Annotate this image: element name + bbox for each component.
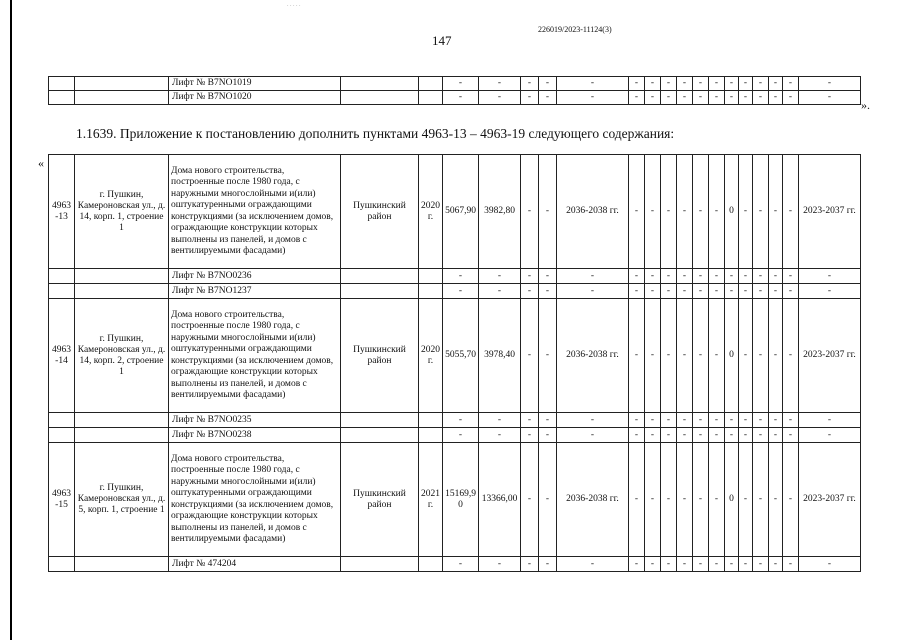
dash-cell: - bbox=[753, 155, 769, 269]
dash-cell: - bbox=[443, 284, 479, 299]
empty-cell bbox=[341, 91, 419, 105]
dash-cell: - bbox=[557, 91, 629, 105]
build-year: 2021 г. bbox=[419, 443, 443, 557]
dash-cell: - bbox=[645, 77, 661, 91]
dash-cell: - bbox=[725, 91, 739, 105]
dash-cell: - bbox=[799, 269, 861, 284]
dash-cell: - bbox=[521, 413, 539, 428]
clause-text: 1.1639. Приложение к постановлению дополнить пунктами 4963-13 – 4963-19 следующего содержания: bbox=[76, 126, 675, 141]
dash-cell: - bbox=[645, 91, 661, 105]
dash-cell: - bbox=[769, 91, 783, 105]
dash-cell: - bbox=[661, 91, 677, 105]
dash-cell: - bbox=[693, 413, 709, 428]
dash-cell: - bbox=[479, 77, 521, 91]
dash-cell: - bbox=[753, 77, 769, 91]
building-description: Дома нового строительства, построенные после 1980 года, с наружными многослойными и(или) оштукатуренными ограждающими конструкциями (за исключением домов, ограждающие конструкции которых выполнены из панелей, и домов с вентилируемыми фасадами) bbox=[169, 299, 341, 413]
dash-cell: - bbox=[753, 443, 769, 557]
dash-cell: - bbox=[709, 91, 725, 105]
empty-cell bbox=[49, 77, 75, 91]
dash-cell: - bbox=[799, 77, 861, 91]
repair-period: 2036-2038 гг. bbox=[557, 155, 629, 269]
dash-cell: - bbox=[521, 428, 539, 443]
dash-cell: - bbox=[661, 443, 677, 557]
dash-cell: - bbox=[539, 443, 557, 557]
dash-cell: - bbox=[799, 557, 861, 572]
dash-cell: - bbox=[709, 443, 725, 557]
dash-cell: - bbox=[739, 557, 753, 572]
continued-table bbox=[48, 76, 861, 105]
building-description: Дома нового строительства, построенные после 1980 года, с наружными многослойными и(или) оштукатуренными ограждающими конструкциями (за исключением домов, ограждающие конструкции которых выполнены из панелей, и домов с вентилируемыми фасадами) bbox=[169, 443, 341, 557]
zero-value: 0 bbox=[725, 443, 739, 557]
dash-cell: - bbox=[645, 155, 661, 269]
dash-cell: - bbox=[725, 284, 739, 299]
dash-cell: - bbox=[709, 77, 725, 91]
dash-cell: - bbox=[479, 557, 521, 572]
zero-value: 0 bbox=[725, 299, 739, 413]
dash-cell: - bbox=[629, 428, 645, 443]
building-address: г. Пушкин, Камероновская ул., д. 5, корп. 1, строение 1 bbox=[75, 443, 169, 557]
total-area: 5067,90 bbox=[443, 155, 479, 269]
empty-cell bbox=[419, 428, 443, 443]
dash-cell: - bbox=[739, 428, 753, 443]
dash-cell: - bbox=[677, 77, 693, 91]
dash-cell: - bbox=[799, 91, 861, 105]
dash-cell: - bbox=[479, 284, 521, 299]
dash-cell: - bbox=[629, 284, 645, 299]
empty-cell bbox=[49, 91, 75, 105]
empty-cell bbox=[49, 557, 75, 572]
empty-cell bbox=[341, 428, 419, 443]
dash-cell: - bbox=[677, 91, 693, 105]
dash-cell: - bbox=[677, 299, 693, 413]
dash-cell: - bbox=[783, 557, 799, 572]
dash-cell: - bbox=[725, 269, 739, 284]
district: Пушкинский район bbox=[341, 299, 419, 413]
empty-cell bbox=[75, 413, 169, 428]
lift-row bbox=[49, 91, 861, 105]
dash-cell: - bbox=[739, 443, 753, 557]
dash-cell: - bbox=[783, 299, 799, 413]
dash-cell: - bbox=[443, 557, 479, 572]
empty-cell bbox=[49, 269, 75, 284]
dash-cell: - bbox=[709, 557, 725, 572]
dash-cell: - bbox=[769, 77, 783, 91]
dash-cell: - bbox=[739, 299, 753, 413]
empty-cell bbox=[341, 269, 419, 284]
dash-cell: - bbox=[753, 428, 769, 443]
dash-cell: - bbox=[769, 428, 783, 443]
dash-cell: - bbox=[783, 155, 799, 269]
dash-cell: - bbox=[693, 443, 709, 557]
dash-cell: - bbox=[645, 413, 661, 428]
empty-cell bbox=[419, 413, 443, 428]
dash-cell: - bbox=[783, 413, 799, 428]
empty-cell bbox=[49, 413, 75, 428]
dash-cell: - bbox=[539, 413, 557, 428]
repair-period: 2036-2038 гг. bbox=[557, 443, 629, 557]
dash-cell: - bbox=[629, 443, 645, 557]
lift-name: Лифт № В7NO1237 bbox=[169, 284, 341, 299]
lift-name: Лифт № В7NO0238 bbox=[169, 428, 341, 443]
binder-edge-line bbox=[10, 0, 12, 640]
item-number: 4963 -15 bbox=[49, 443, 75, 557]
empty-cell bbox=[75, 77, 169, 91]
empty-cell bbox=[75, 269, 169, 284]
dash-cell: - bbox=[725, 428, 739, 443]
dash-cell: - bbox=[539, 155, 557, 269]
closing-quote: ». bbox=[861, 98, 870, 112]
dash-cell: - bbox=[709, 428, 725, 443]
living-area: 3982,80 bbox=[479, 155, 521, 269]
dash-cell: - bbox=[661, 155, 677, 269]
dash-cell: - bbox=[693, 269, 709, 284]
dash-cell: - bbox=[709, 269, 725, 284]
dash-cell: - bbox=[709, 155, 725, 269]
dash-cell: - bbox=[557, 269, 629, 284]
dash-cell: - bbox=[521, 269, 539, 284]
dash-cell: - bbox=[539, 557, 557, 572]
dash-cell: - bbox=[645, 284, 661, 299]
page-number: 147 bbox=[432, 33, 452, 48]
dash-cell: - bbox=[799, 428, 861, 443]
dash-cell: - bbox=[479, 91, 521, 105]
dash-cell: - bbox=[479, 269, 521, 284]
dash-cell: - bbox=[539, 284, 557, 299]
dash-cell: - bbox=[661, 428, 677, 443]
lift-name: Лифт № В7NO1019 bbox=[169, 77, 341, 91]
district: Пушкинский район bbox=[341, 443, 419, 557]
dash-cell: - bbox=[443, 413, 479, 428]
dash-cell: - bbox=[661, 284, 677, 299]
dash-cell: - bbox=[645, 299, 661, 413]
lift-row bbox=[49, 269, 861, 284]
dash-cell: - bbox=[557, 413, 629, 428]
dash-cell: - bbox=[443, 91, 479, 105]
dash-cell: - bbox=[753, 91, 769, 105]
dash-cell: - bbox=[725, 77, 739, 91]
dash-cell: - bbox=[645, 269, 661, 284]
living-area: 3978,40 bbox=[479, 299, 521, 413]
dash-cell: - bbox=[661, 557, 677, 572]
empty-cell bbox=[49, 284, 75, 299]
empty-cell bbox=[341, 557, 419, 572]
dash-cell: - bbox=[629, 77, 645, 91]
building-address: г. Пушкин, Камероновская ул., д. 14, корп. 2, строение 1 bbox=[75, 299, 169, 413]
dash-cell: - bbox=[677, 284, 693, 299]
build-year: 2020 г. bbox=[419, 299, 443, 413]
dash-cell: - bbox=[539, 77, 557, 91]
document-reference: 226019/2023-11124(3) bbox=[538, 25, 612, 34]
dash-cell: - bbox=[693, 428, 709, 443]
dash-cell: - bbox=[693, 557, 709, 572]
dash-cell: - bbox=[709, 299, 725, 413]
building-address: г. Пушкин, Камероновская ул., д. 14, корп. 1, строение 1 bbox=[75, 155, 169, 269]
dash-cell: - bbox=[677, 413, 693, 428]
empty-cell bbox=[419, 557, 443, 572]
building-row bbox=[49, 299, 861, 413]
building-description: Дома нового строительства, построенные после 1980 года, с наружными многослойными и(или) оштукатуренными ограждающими конструкциями (за исключением домов, ограждающие конструкции которых выполнены из панелей, и домов с вентилируемыми фасадами) bbox=[169, 155, 341, 269]
dash-cell: - bbox=[557, 557, 629, 572]
dash-cell: - bbox=[521, 284, 539, 299]
term: 2023-2037 гг. bbox=[799, 443, 861, 557]
dash-cell: - bbox=[629, 155, 645, 269]
dash-cell: - bbox=[799, 413, 861, 428]
dash-cell: - bbox=[629, 557, 645, 572]
dash-cell: - bbox=[443, 428, 479, 443]
dash-cell: - bbox=[739, 413, 753, 428]
dash-cell: - bbox=[739, 91, 753, 105]
dash-cell: - bbox=[443, 269, 479, 284]
empty-cell bbox=[341, 77, 419, 91]
lift-name: Лифт № В7NO0236 bbox=[169, 269, 341, 284]
building-row bbox=[49, 443, 861, 557]
dash-cell: - bbox=[725, 413, 739, 428]
empty-cell bbox=[75, 284, 169, 299]
dash-cell: - bbox=[443, 77, 479, 91]
dash-cell: - bbox=[783, 269, 799, 284]
empty-cell bbox=[75, 428, 169, 443]
dash-cell: - bbox=[693, 155, 709, 269]
dash-cell: - bbox=[479, 428, 521, 443]
opening-quote: « bbox=[38, 156, 44, 170]
dash-cell: - bbox=[521, 91, 539, 105]
lift-name: Лифт № 474204 bbox=[169, 557, 341, 572]
total-area: 15169,9 0 bbox=[443, 443, 479, 557]
dash-cell: - bbox=[783, 91, 799, 105]
dash-cell: - bbox=[725, 557, 739, 572]
scan-artifact: . . . . . bbox=[287, 2, 301, 8]
dash-cell: - bbox=[645, 557, 661, 572]
dash-cell: - bbox=[739, 155, 753, 269]
lift-row bbox=[49, 284, 861, 299]
dash-cell: - bbox=[629, 91, 645, 105]
dash-cell: - bbox=[783, 284, 799, 299]
dash-cell: - bbox=[661, 269, 677, 284]
dash-cell: - bbox=[769, 557, 783, 572]
dash-cell: - bbox=[539, 428, 557, 443]
dash-cell: - bbox=[661, 413, 677, 428]
dash-cell: - bbox=[661, 299, 677, 413]
dash-cell: - bbox=[783, 428, 799, 443]
dash-cell: - bbox=[539, 269, 557, 284]
dash-cell: - bbox=[753, 284, 769, 299]
dash-cell: - bbox=[739, 77, 753, 91]
lift-row bbox=[49, 413, 861, 428]
dash-cell: - bbox=[677, 269, 693, 284]
empty-cell bbox=[419, 77, 443, 91]
dash-cell: - bbox=[521, 155, 539, 269]
dash-cell: - bbox=[677, 557, 693, 572]
dash-cell: - bbox=[769, 155, 783, 269]
dash-cell: - bbox=[645, 428, 661, 443]
zero-value: 0 bbox=[725, 155, 739, 269]
dash-cell: - bbox=[753, 269, 769, 284]
dash-cell: - bbox=[753, 557, 769, 572]
lift-name: Лифт № В7NO0235 bbox=[169, 413, 341, 428]
term: 2023-2037 гг. bbox=[799, 155, 861, 269]
dash-cell: - bbox=[557, 77, 629, 91]
dash-cell: - bbox=[769, 443, 783, 557]
dash-cell: - bbox=[709, 284, 725, 299]
lift-row bbox=[49, 428, 861, 443]
dash-cell: - bbox=[521, 557, 539, 572]
dash-cell: - bbox=[693, 77, 709, 91]
dash-cell: - bbox=[739, 284, 753, 299]
repair-period: 2036-2038 гг. bbox=[557, 299, 629, 413]
dash-cell: - bbox=[677, 443, 693, 557]
dash-cell: - bbox=[709, 413, 725, 428]
empty-cell bbox=[419, 284, 443, 299]
total-area: 5055,70 bbox=[443, 299, 479, 413]
empty-cell bbox=[75, 557, 169, 572]
dash-cell: - bbox=[677, 155, 693, 269]
empty-cell bbox=[341, 413, 419, 428]
dash-cell: - bbox=[645, 443, 661, 557]
empty-cell bbox=[341, 284, 419, 299]
dash-cell: - bbox=[753, 413, 769, 428]
dash-cell: - bbox=[677, 428, 693, 443]
empty-cell bbox=[419, 269, 443, 284]
build-year: 2020 г. bbox=[419, 155, 443, 269]
lift-row bbox=[49, 77, 861, 91]
dash-cell: - bbox=[739, 269, 753, 284]
dash-cell: - bbox=[557, 284, 629, 299]
dash-cell: - bbox=[629, 269, 645, 284]
dash-cell: - bbox=[539, 91, 557, 105]
item-number: 4963 -14 bbox=[49, 299, 75, 413]
lift-name: Лифт № В7NO1020 bbox=[169, 91, 341, 105]
dash-cell: - bbox=[769, 269, 783, 284]
dash-cell: - bbox=[521, 77, 539, 91]
empty-cell bbox=[49, 428, 75, 443]
dash-cell: - bbox=[521, 299, 539, 413]
dash-cell: - bbox=[769, 299, 783, 413]
dash-cell: - bbox=[769, 413, 783, 428]
item-number: 4963 -13 bbox=[49, 155, 75, 269]
dash-cell: - bbox=[521, 443, 539, 557]
lift-row bbox=[49, 557, 861, 572]
building-row bbox=[49, 155, 861, 269]
dash-cell: - bbox=[557, 428, 629, 443]
dash-cell: - bbox=[753, 299, 769, 413]
dash-cell: - bbox=[769, 284, 783, 299]
dash-cell: - bbox=[783, 77, 799, 91]
buildings-table bbox=[48, 154, 861, 572]
dash-cell: - bbox=[783, 443, 799, 557]
dash-cell: - bbox=[629, 299, 645, 413]
district: Пушкинский район bbox=[341, 155, 419, 269]
dash-cell: - bbox=[629, 413, 645, 428]
empty-cell bbox=[75, 91, 169, 105]
dash-cell: - bbox=[539, 299, 557, 413]
dash-cell: - bbox=[479, 413, 521, 428]
dash-cell: - bbox=[693, 91, 709, 105]
dash-cell: - bbox=[661, 77, 677, 91]
term: 2023-2037 гг. bbox=[799, 299, 861, 413]
dash-cell: - bbox=[693, 299, 709, 413]
living-area: 13366,00 bbox=[479, 443, 521, 557]
empty-cell bbox=[419, 91, 443, 105]
dash-cell: - bbox=[693, 284, 709, 299]
dash-cell: - bbox=[799, 284, 861, 299]
